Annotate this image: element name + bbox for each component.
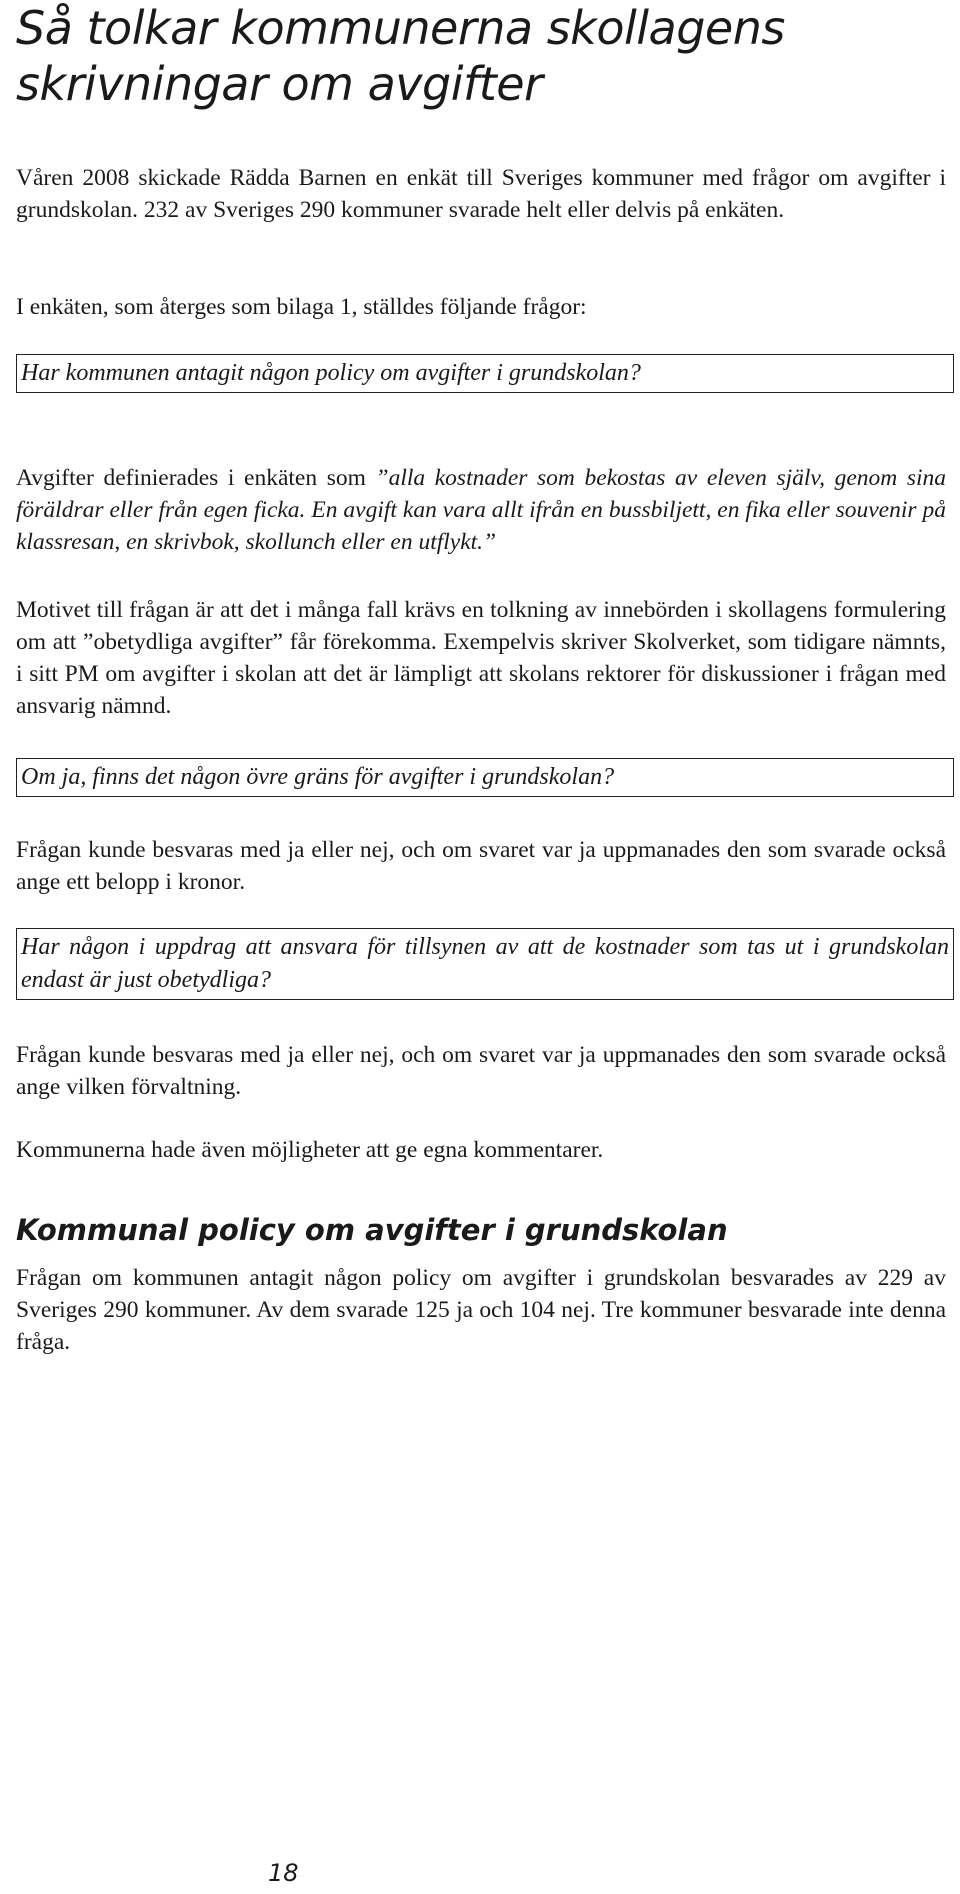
definition-paragraph	[16, 462, 946, 558]
definition-quote: ”alla kostnader som bekostas av eleven själv, genom sina föräldrar eller från egen ficka. En avgift kan vara allt ifrån en bussbiljett, en fika eller souvenir på klassresan, en skrivbok, skollunch eller en utflykt.”	[16, 465, 946, 555]
answer-paragraph-supervision: Frågan kunde besvaras med ja eller nej, och om svaret var ja uppmanades den som svarade också ange vilken förvaltning.	[16, 1042, 946, 1100]
question-box-policy: Har kommunen antagit någon policy om avgifter i grundskolan?	[16, 354, 954, 393]
definition-prefix: Avgifter definierades i enkäten som	[16, 465, 376, 491]
comments-paragraph: Kommunerna hade även möjligheter att ge egna kommentarer.	[16, 1137, 604, 1163]
section-paragraph: Frågan om kommunen antagit någon policy om avgifter i grundskolan besvarades av 229 av Sveriges 290 kommuner. Av dem svarade 125 ja och 104 nej. Tre kommuner besvarade inte denna fråga.	[16, 1265, 946, 1355]
questions-intro-paragraph: I enkäten, som återges som bilaga 1, ställdes följande frågor:	[16, 294, 587, 320]
page-title: Så tolkar kommunerna skollagens skrivningar om avgifter	[16, 1, 785, 111]
intro-paragraph: Våren 2008 skickade Rädda Barnen en enkät till Sveriges kommuner med frågor om avgifter i grundskolan. 232 av Sveriges 290 kommuner svarade helt eller delvis på enkäten.	[16, 165, 946, 223]
page-number: 18	[268, 1859, 299, 1887]
section-heading: Kommunal policy om avgifter i grundskolan	[16, 1213, 728, 1247]
question-box-supervision: Har någon i uppdrag att ansvara för tillsynen av att de kostnader som tas ut i grundskolan endast är just obetydliga?	[16, 928, 954, 1000]
question-box-upper-limit: Om ja, finns det någon övre gräns för avgifter i grundskolan?	[16, 758, 954, 797]
motive-paragraph: Motivet till frågan är att det i många fall krävs en tolkning av innebörden i skollagens formulering om att ”obetydliga avgifter” får förekomma. Exempelvis skriver Skolverket, som tidigare nämnts, i sitt PM om avgifter i skolan att det är lämpligt att skolans rektorer för diskussioner i frågan med ansvarig nämnd.	[16, 597, 946, 719]
answer-paragraph-upper-limit: Frågan kunde besvaras med ja eller nej, och om svaret var ja uppmanades den som svarade också ange ett belopp i kronor.	[16, 837, 946, 895]
